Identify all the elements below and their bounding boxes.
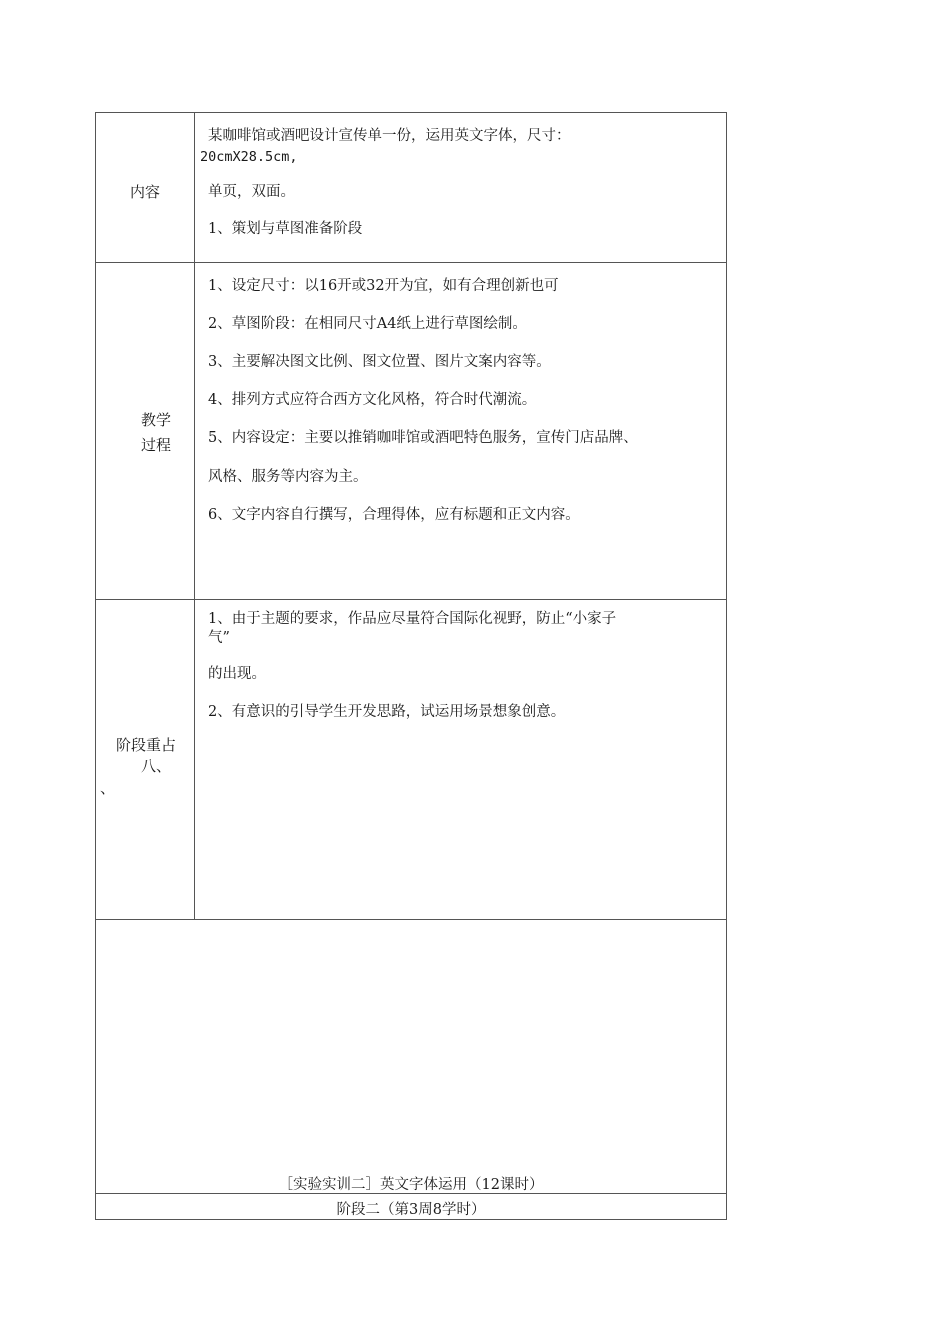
lesson-plan-table [95,112,727,1220]
key-points-label-line3: 、 [100,779,116,797]
process-line: 6、文字内容自行撰写，合理得体，应有标题和正文内容。 [208,507,580,523]
key-points-label-line2: 八、 [140,757,171,775]
key-point-line: 1、由于主题的要求，作品应尽量符合国际化视野，防止“小家子 [208,611,617,627]
process-line: 4、排列方式应符合西方文化风格，符合时代潮流。 [208,392,537,408]
key-point-line: 的出现。 [208,666,266,682]
stage-label: 阶段二（第3周8学时） [336,1202,486,1218]
key-point-line: 气” [208,630,230,646]
teaching-process-label-line1: 教学 [140,411,171,429]
process-line: 3、主要解决图文比例、图文位置、图片文案内容等。 [208,354,551,370]
content-label: 内容 [129,183,160,201]
key-points-label-line1: 阶段重占 [115,736,176,754]
column-divider [194,113,195,919]
row-divider [96,262,726,263]
key-point-line: 2、有意识的引导学生开发思路，试运用场景想象创意。 [208,704,566,720]
process-line: 风格、服务等内容为主。 [208,469,368,485]
process-line: 1、设定尺寸：以16开或32开为宜，如有合理创新也可 [208,278,559,294]
content-line: 单页，双面。 [208,184,295,200]
content-line: 20cmX28.5cm, [200,149,298,165]
teaching-process-label-line2: 过程 [140,436,171,454]
row-divider [96,599,726,600]
process-line: 2、草图阶段：在相同尺寸A4纸上进行草图绘制。 [208,316,527,332]
experiment-title: ［实验实训二］英文字体运用（12课时） [278,1177,544,1193]
content-line: 某咖啡馆或酒吧设计宣传单一份，运用英文字体，尺寸： [208,128,571,144]
content-line: 1、策划与草图准备阶段 [208,221,363,237]
process-line: 5、内容设定：主要以推销咖啡馆或酒吧特色服务，宣传门店品牌、 [208,430,638,446]
row-divider [96,919,726,920]
